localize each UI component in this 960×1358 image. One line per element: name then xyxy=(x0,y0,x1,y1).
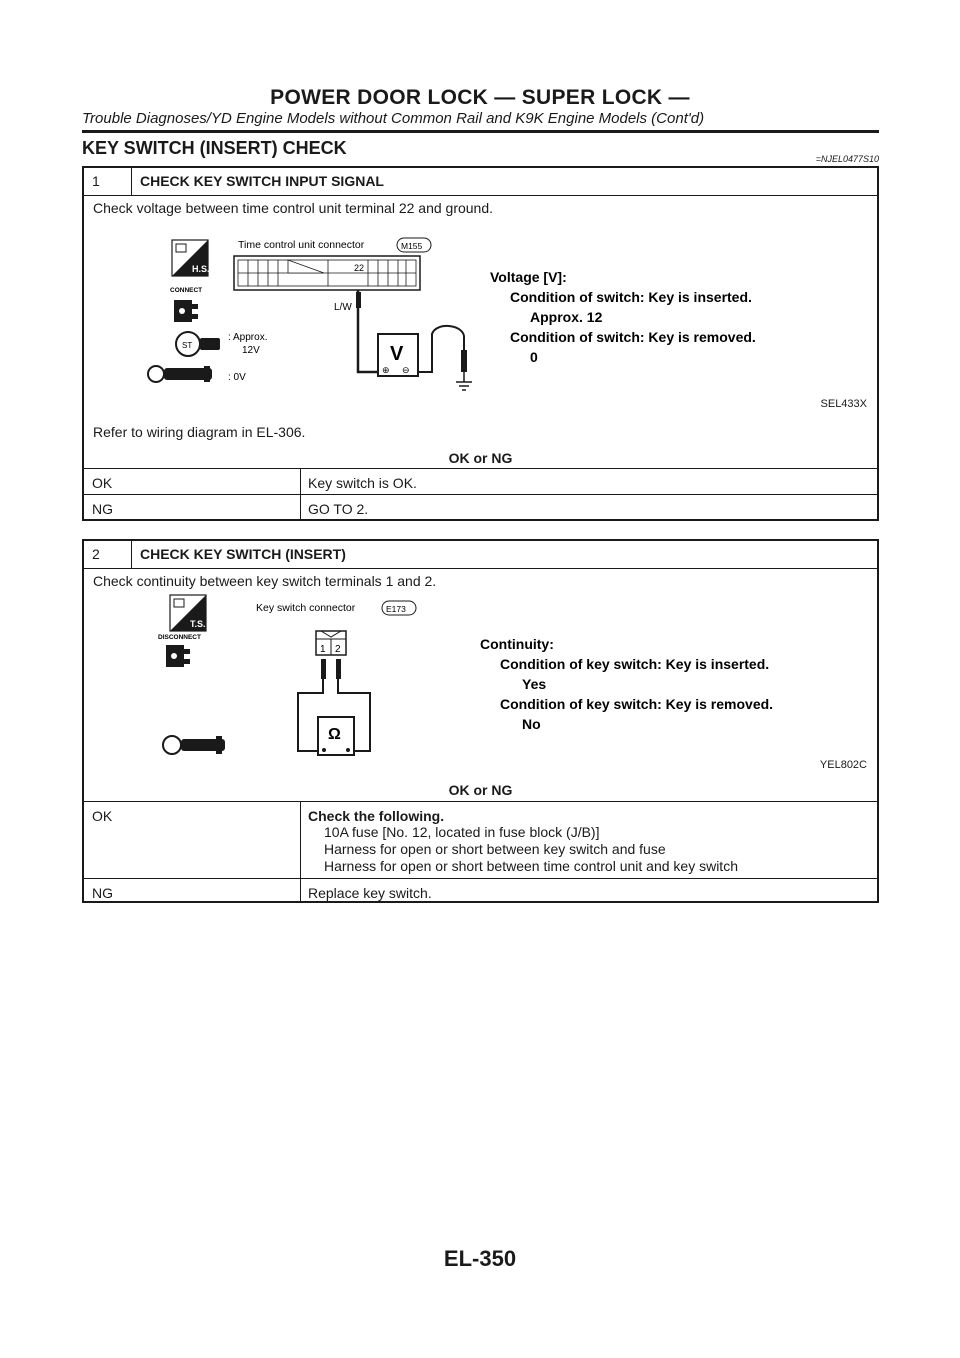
ground-icon xyxy=(456,372,472,390)
header-divider xyxy=(82,130,879,133)
connector-plug-icon xyxy=(166,645,190,667)
spec-value-2: 0 xyxy=(530,349,538,365)
check-item: 10A fuse [No. 12, located in fuse block (J/B)] xyxy=(324,824,600,840)
ts-badge-icon xyxy=(170,595,206,631)
disconnect-label: DISCONNECT xyxy=(158,634,201,641)
zero-volt-label: : 0V xyxy=(228,372,246,383)
result-row-ok xyxy=(84,468,877,494)
minus-terminal-icon: ⊖ xyxy=(402,365,410,375)
result-key: OK xyxy=(92,808,113,824)
step-instruction: Check continuity between key switch terminals 1 and 2. xyxy=(93,573,437,589)
hs-badge-icon xyxy=(172,240,210,276)
hs-badge-text: H.S. xyxy=(192,264,210,274)
spec-title: Voltage [V]: xyxy=(490,269,567,285)
svg-text:E173: E173 xyxy=(386,604,406,614)
wire-color-label: L/W xyxy=(334,302,352,313)
spec-title: Continuity: xyxy=(480,636,554,652)
section-code: =NJEL0477S10 xyxy=(815,154,879,164)
result-row-ok xyxy=(84,801,877,878)
result-value: Key switch is OK. xyxy=(308,475,417,491)
step-number: 1 xyxy=(84,168,132,195)
key-removed-icon xyxy=(148,366,212,382)
continuity-check-figure xyxy=(132,593,852,771)
st-label: ST xyxy=(182,341,193,350)
approx-value: 12V xyxy=(242,345,260,356)
terminal-2-label: 2 xyxy=(335,644,341,655)
result-value: Replace key switch. xyxy=(308,885,432,901)
result-key: NG xyxy=(92,885,113,901)
result-row-ng xyxy=(84,878,877,903)
spec-value-1: Approx. 12 xyxy=(530,309,603,325)
terminal-22-label: 22 xyxy=(354,263,365,273)
spec-condition-1: Condition of key switch: Key is inserted. xyxy=(500,656,770,672)
svg-text:M155: M155 xyxy=(401,241,423,251)
ohmmeter-label: Ω xyxy=(328,726,341,743)
ok-or-ng-heading: OK or NG xyxy=(448,782,513,798)
page-header-title: POWER DOOR LOCK — SUPER LOCK — xyxy=(270,86,690,109)
connector-label: Time control unit connector xyxy=(238,239,365,251)
connector-id-badge xyxy=(397,238,431,252)
section-title: KEY SWITCH (INSERT) CHECK xyxy=(82,138,347,158)
spec-condition-1: Condition of switch: Key is inserted. xyxy=(510,289,752,305)
voltmeter-label: V xyxy=(390,343,404,365)
time-control-unit-connector xyxy=(234,256,420,290)
step-instruction: Check voltage between time control unit terminal 22 and ground. xyxy=(93,200,494,216)
ignition-key-st-icon xyxy=(176,332,220,356)
key-switch-connector xyxy=(316,631,346,655)
figure-code: YEL802C xyxy=(819,759,867,771)
spec-value-2: No xyxy=(522,716,541,732)
terminal-1-label: 1 xyxy=(320,644,326,655)
step-1-header xyxy=(84,168,877,196)
voltage-check-figure xyxy=(132,232,852,394)
page-header-subtitle: Trouble Diagnoses/YD Engine Models without Common Rail and K9K Engine Models (Cont'd) xyxy=(82,110,705,127)
spec-condition-2: Condition of switch: Key is removed. xyxy=(510,329,756,345)
plus-terminal-icon: ⊕ xyxy=(382,365,390,375)
step-number: 2 xyxy=(84,541,132,568)
connector-label: Key switch connector xyxy=(256,602,356,614)
check-item: Harness for open or short between key switch and fuse xyxy=(324,841,666,857)
voltmeter xyxy=(378,334,418,376)
result-row-ng xyxy=(84,494,877,519)
step-title: CHECK KEY SWITCH (INSERT) xyxy=(140,546,346,562)
connector-plug-icon xyxy=(174,300,198,322)
step-1-box xyxy=(82,166,879,521)
spec-value-1: Yes xyxy=(522,676,547,692)
ohmmeter xyxy=(318,717,354,755)
step-2-box xyxy=(82,539,879,903)
result-key: NG xyxy=(92,501,113,517)
step-title: CHECK KEY SWITCH INPUT SIGNAL xyxy=(140,173,384,189)
approx-label: : Approx. xyxy=(228,332,268,343)
ok-or-ng-heading: OK or NG xyxy=(448,450,513,466)
connect-label: CONNECT xyxy=(170,287,203,294)
page-number: EL-350 xyxy=(443,1246,517,1271)
figure-code: SEL433X xyxy=(820,398,867,410)
check-item: Harness for open or short between time control unit and key switch xyxy=(324,858,738,874)
ts-badge-text: T.S. xyxy=(190,619,206,629)
connector-id-badge xyxy=(382,601,416,615)
spec-condition-2: Condition of key switch: Key is removed. xyxy=(500,696,774,712)
key-icon xyxy=(163,736,225,754)
result-value: GO TO 2. xyxy=(308,501,369,517)
check-following-title: Check the following. xyxy=(308,808,445,824)
result-value xyxy=(308,808,738,875)
result-key: OK xyxy=(92,475,113,491)
wiring-reference: Refer to wiring diagram in EL-306. xyxy=(93,424,306,440)
step-2-header xyxy=(84,541,877,569)
